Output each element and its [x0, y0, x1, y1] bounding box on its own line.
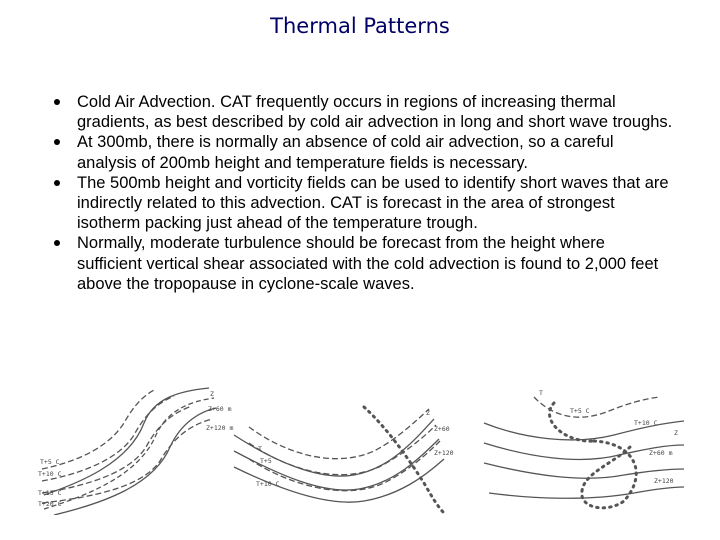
diagram-label: Z+60 m — [649, 449, 673, 457]
diagram-label: T+5 C — [570, 407, 590, 415]
bullet-item — [44, 173, 674, 234]
bullet-item — [44, 92, 674, 132]
diagram-label: Z — [210, 390, 214, 398]
bullet-text: The 500mb height and vorticity fields can be used to identify short waves that are indirectly related to this advection. CAT is forecast in the area of strongest isotherm packing just ahead of the temperature trough. — [77, 173, 669, 233]
bullet-text: Normally, moderate turbulence should be forecast from the height where sufficient vertical shear associated with the cold advection is found to 2,000 feet above the tropopause in cyclone-scale waves. — [77, 234, 659, 293]
height-contour — [44, 388, 209, 495]
panel-1-diagram — [42, 388, 216, 515]
diagram-label: Z — [674, 429, 678, 437]
diagram-label: T+10 C — [256, 480, 280, 488]
diagram-label: T+15 C — [38, 489, 62, 497]
bullet-text: At 300mb, there is normally an absence of cold air advection, so a careful analysis of 200mb height and temperature fields is necessary. — [77, 133, 614, 172]
diagram-label: T — [258, 445, 262, 453]
diagram-label: T — [539, 389, 543, 397]
cold-advection-diagrams — [34, 383, 688, 515]
height-contour — [484, 463, 684, 478]
slide-title: Thermal Patterns — [270, 14, 450, 38]
diagram-label: Z+120 m — [206, 424, 234, 432]
height-contour — [54, 408, 216, 515]
height-contour — [44, 398, 214, 509]
bullet-dot-icon — [54, 99, 60, 105]
height-contour — [234, 419, 434, 476]
bullet-item — [44, 132, 674, 172]
isotherm — [42, 419, 212, 503]
diagram-label: T+10 C — [38, 470, 62, 478]
diagram-label: T+5 — [260, 457, 272, 465]
panel-1-labels — [38, 390, 233, 508]
bullet-list — [44, 92, 674, 294]
diagram-label: Z — [426, 409, 430, 417]
diagram-label: T+10 C — [634, 419, 658, 427]
bullet-dot-icon — [54, 180, 60, 186]
bullet-dot-icon — [54, 240, 60, 246]
diagram-label: T+5 C — [40, 458, 60, 466]
isotherm-height-figure — [34, 383, 688, 515]
isotherm — [42, 389, 156, 469]
diagram-label: Z+120 — [654, 477, 674, 485]
isotherm — [534, 397, 659, 417]
diagram-label: Z+60 m — [208, 405, 232, 413]
diagram-label: Z+60 — [434, 425, 450, 433]
diagram-label: Z+120 — [434, 449, 454, 457]
height-contour — [489, 487, 684, 498]
temperature-trough-dotted — [364, 407, 444, 513]
bullet-text: Cold Air Advection. CAT frequently occurs in regions of increasing thermal gradients, as best described by cold air advection in long and short wave troughs. — [77, 93, 673, 132]
bullet-dot-icon — [54, 139, 60, 145]
diagram-label: T+20 C — [38, 500, 62, 508]
bullet-item — [44, 233, 674, 294]
